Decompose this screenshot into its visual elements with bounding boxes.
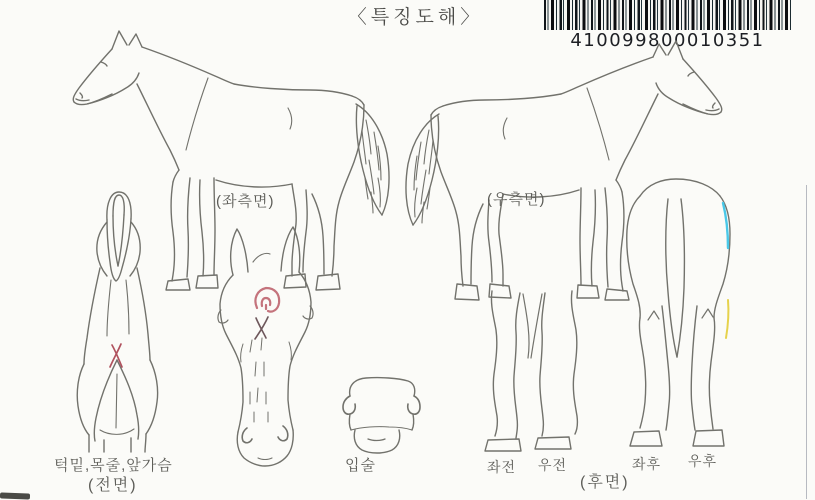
label-right-fore: 우전 xyxy=(538,457,568,473)
barcode-number: 410099800010351 xyxy=(570,30,765,51)
rear-view-drawing xyxy=(627,179,730,446)
label-left-fore: 좌전 xyxy=(487,459,517,475)
label-front-view: (전면) xyxy=(88,477,138,494)
front-view-neck-chest-drawing xyxy=(77,192,157,452)
nose-bridge-strokes xyxy=(241,338,292,422)
label-right-side-view: (우측면) xyxy=(487,191,546,208)
fore-legs-front-view-drawing xyxy=(485,291,577,451)
label-left-hind: 좌후 xyxy=(632,456,662,472)
page-edge-scan-line xyxy=(806,185,807,499)
label-rear-view: (후면) xyxy=(580,474,630,491)
head-front-view-drawing xyxy=(218,227,313,466)
red-whorl-circle-icon xyxy=(255,288,279,312)
label-right-hind: 우후 xyxy=(688,453,718,469)
page-title: 〈특징도해〉 xyxy=(347,7,484,28)
corner-scan-smudge xyxy=(0,492,30,499)
yellow-scan-artifact xyxy=(726,300,728,338)
x-mark-icon xyxy=(255,317,268,339)
lips-view-drawing xyxy=(343,378,420,453)
label-left-side-view: (좌측면) xyxy=(216,193,275,210)
right-side-horse-drawing xyxy=(406,41,722,300)
label-lips: 입술 xyxy=(345,457,376,474)
label-front-parts: 턱밑,목줄,앞가슴 xyxy=(54,457,173,474)
